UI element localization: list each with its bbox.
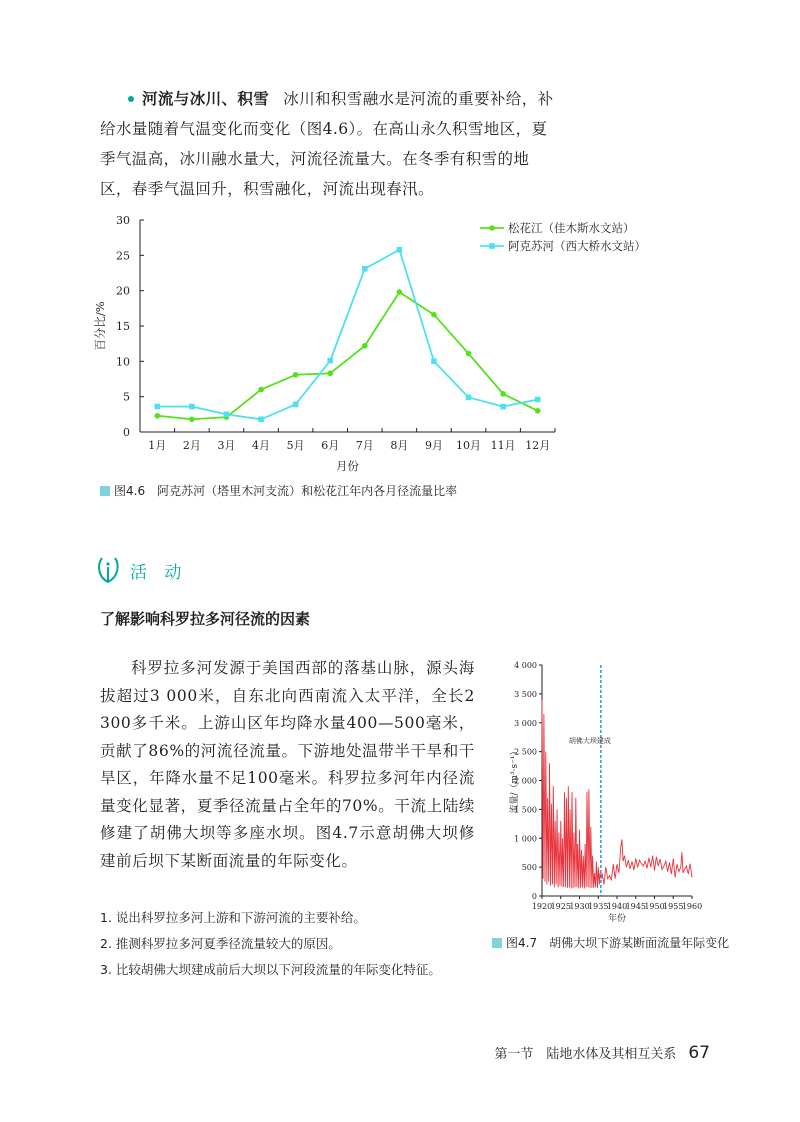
figure-4-6-caption: 图4.6 阿克苏河（塔里木河支流）和松花江年内各月径流量比率 [100,482,457,499]
data-point [327,371,333,377]
activity-label: 活 动 [130,562,188,583]
x-axis-label: 月份 [336,459,359,473]
activity-paragraph: 科罗拉多河发源于美国西部的落基山脉，源头海拔超过3 000米，自东北向西南流入太平洋，全长2 300多千米。上游山区年均降水量400—500毫米，贡献了86%的河流径流量。下游地处温带半干旱和干旱区，年降水量不足100毫米。科罗拉多河年内径流量变化显著，夏季径流量占全年的70%。干流上陆续修建了胡佛大坝等多座水坝。图4.7示意胡佛大坝修建前后坝下某断面流量的年际变化。 [100,659,475,870]
series-line [157,250,537,420]
x-tick-label: 3月 [217,439,236,452]
monthly-runoff-chart [90,210,660,480]
page-footer [494,1043,710,1063]
x-tick-label: 10月 [456,439,482,452]
data-point [466,351,472,357]
x-tick-label: 1935 [588,902,609,911]
legend-marker [489,243,495,249]
page-number: 67 [688,1043,710,1063]
data-point [189,404,195,410]
x-tick-label: 1955 [663,902,684,911]
question-item: 1. 说出科罗拉多河上游和下游河流的主要补给。 [100,910,366,925]
data-point [224,412,230,418]
x-tick-label: 8月 [390,439,409,452]
dam-annotation: 胡佛大坝建成 [568,736,611,745]
x-tick-label: 1930 [569,902,590,911]
data-point [293,372,299,378]
y-tick-label: 0 [123,426,130,439]
legend-label: 阿克苏河（西大桥水文站） [508,239,646,253]
y-tick-label: 5 [123,390,130,404]
y-tick-label: 3 500 [514,689,537,699]
data-point [397,247,403,253]
data-point [466,395,472,401]
data-point [431,359,437,365]
question-item: 2. 推测科罗拉多河夏季径流量较大的原因。 [100,936,341,951]
flow-series-line [542,700,692,889]
bullet-dot-icon [128,96,134,102]
y-tick-label: 2 500 [514,747,537,757]
y-tick-label: 1 500 [514,805,537,815]
x-tick-label: 1925 [550,902,571,911]
legend-marker [489,225,495,231]
section-text: 冰川和积雪融水是河流的重要补给，补给水量随着气温变化而变化（图4.6）。在高山永久积雪地区，夏季气温高，冰川融水量大，河流径流量大。在冬季有积雪的地区，春季气温回升，积雪融化，河流出现春汛。 [100,90,554,198]
data-point [500,404,506,410]
data-point [535,397,541,403]
x-tick-label: 1940 [606,902,628,911]
x-tick-label: 7月 [355,439,374,452]
x-tick-label: 2月 [182,439,201,452]
y-tick-label: 3 000 [514,718,537,728]
x-tick-label: 12月 [525,439,551,452]
y-tick-label: 0 [531,892,537,901]
data-point [535,408,541,414]
y-tick-label: 2 000 [514,776,537,786]
data-point [500,391,506,397]
data-point [362,266,368,272]
data-point [258,416,264,422]
data-point [189,416,195,422]
data-point [431,312,437,318]
y-tick-label: 20 [116,284,130,298]
x-tick-label: 1月 [148,439,167,452]
y-tick-label: 1 000 [514,834,537,844]
x-tick-label: 6月 [321,439,340,452]
activity-title: 了解影响科罗拉多河径流的因素 [100,610,311,628]
legend-label: 松花江（佳木斯水文站） [508,221,635,235]
y-tick-label: 4 000 [514,661,537,670]
figure-4-7-caption: 图4.7 胡佛大坝下游某断面流量年际变化 [492,934,729,951]
data-point [154,404,160,410]
x-tick-label: 1960 [681,902,703,911]
y-tick-label: 25 [116,249,130,263]
section-paragraph [100,84,560,204]
x-tick-label: 1950 [644,902,665,911]
activity-header [96,555,187,585]
y-tick-label: 10 [116,355,130,369]
data-point [154,413,160,419]
x-tick-label: 1920 [531,902,553,911]
question-list [100,905,500,983]
y-tick-label: 15 [116,320,130,333]
x-tick-label: 11月 [490,439,516,452]
data-point [362,343,368,349]
y-axis-label: 百分比/% [93,301,107,351]
question-item: 3. 比较胡佛大坝建成前后大坝以下河段流量的年际变化特征。 [100,962,441,977]
caption-marker-icon [100,486,110,496]
data-point [293,402,299,408]
x-axis-label: 年份 [607,914,627,924]
activity-icon [96,555,122,585]
x-tick-label: 1945 [625,902,646,911]
y-tick-label: 30 [116,214,130,227]
hoover-flow-chart [492,655,707,925]
data-point [258,387,264,393]
data-point [397,289,403,295]
x-tick-label: 9月 [424,439,443,452]
y-axis-label: 流量/（m³·s⁻¹） [510,746,520,814]
footer-section: 第一节 陆地水体及其相互关系 [494,1047,677,1062]
x-tick-label: 4月 [252,439,271,452]
section-heading: 河流与冰川、积雪 [142,90,270,108]
x-tick-label: 5月 [286,439,305,452]
data-point [327,358,333,364]
y-tick-label: 500 [521,863,537,873]
